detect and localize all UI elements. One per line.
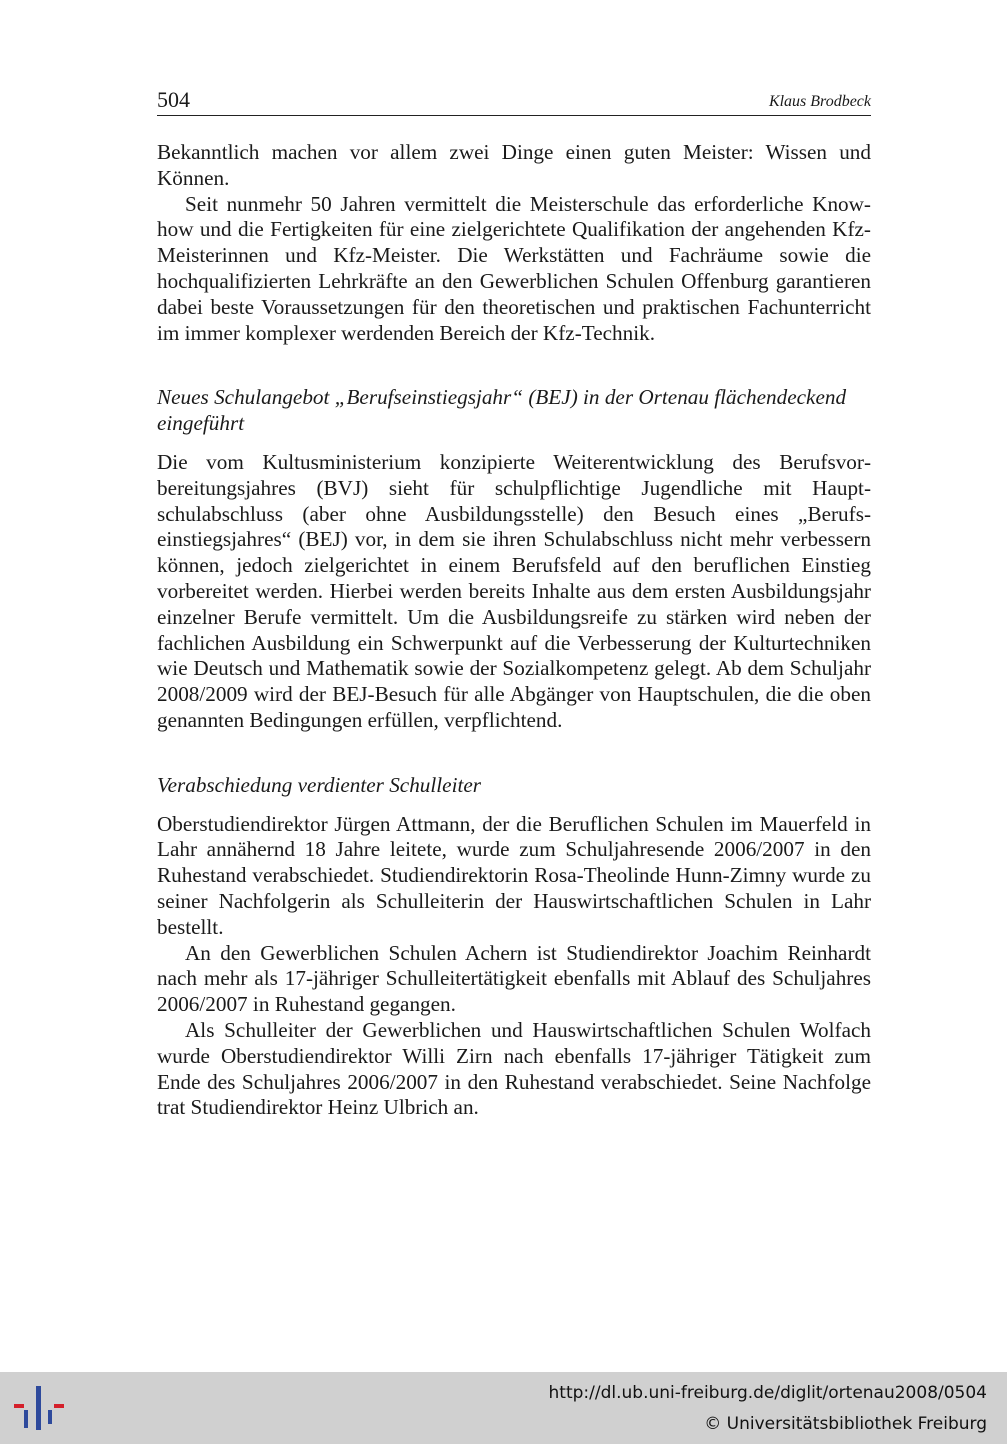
running-head-author: Klaus Brodbeck bbox=[768, 93, 871, 110]
page-number: 504 bbox=[157, 87, 190, 112]
section-heading-schulleiter: Verabschiedung verdienter Schulleiter bbox=[157, 772, 481, 797]
source-url-link[interactable]: http://dl.ub.uni-freiburg.de/diglit/ortenau2008/0504 bbox=[548, 1383, 987, 1403]
section-heading-bej: Neues Schulangebot „Berufseinstiegsjahr“ (BEJ) in der Ortenau flächendeckend eingeführt bbox=[157, 385, 847, 436]
page-header bbox=[157, 88, 871, 116]
page-content bbox=[157, 140, 871, 1121]
section-paragraph: Die vom Kultusministerium konzipierte Weiterentwicklung des Berufsvorbereitungsjahres (BVJ) sieht für schulpflichtige Jugendliche mit Hauptschulabschluss (aber ohne Ausbildungsstelle) den Besuch eines „Berufseinstiegsjahres“ (BEJ) vor, in dem sie ihren Schulabschluss nicht mehr verbessern können, jedoch zielgerichtet in einem Berufsfeld auf den beruflichen Einstieg vorbereitet werden. Hierbei werden bereits Inhalte aus dem ersten Ausbildungsjahr einzelner Berufe vermittelt. Um die Ausbildungsreife zu stärken wird neben der fachlichen Ausbildung ein Schwerpunkt auf die Verbesserung der Kulturtechniken wie Deutsch und Mathematik sowie der Sozialkompetenz gelegt. Ab dem Schuljahr 2008/2009 wird der BEJ-Besuch für alle Abgänger von Hauptschulen, die die oben genannten Bedingungen erfüllen, verpflichtend. bbox=[157, 449, 871, 732]
intro-paragraph: Bekanntlich machen vor allem zwei Dinge einen guten Meister: Wissen und Können. bbox=[157, 140, 871, 190]
section-paragraph: Als Schulleiter der Gewerblichen und Hauswirtschaftlichen Schulen Wolfach wurde Oberstudiendirektor Willi Zirn nach ebenfalls 17-jähriger Tätigkeit zum Ende des Schuljahres 2006/2007 in den Ruhestand verabschiedet. Seine Nachfolge trat Studiendirektor Heinz Ulbrich an. bbox=[157, 1017, 871, 1120]
ub-freiburg-logo-icon bbox=[14, 1382, 64, 1434]
section-paragraph: An den Gewerblichen Schulen Achern ist Studiendirektor Joachim Reinhardt nach mehr als 17-jähriger Schulleitertätigkeit ebenfalls mit Ablauf des Schuljahres 2006/2007 in Ruhestand gegangen. bbox=[157, 940, 871, 1017]
section-paragraph: Oberstudiendirektor Jürgen Attmann, der die Beruflichen Schulen im Mauerfeld in Lahr annähernd 18 Jahre leitete, wurde zum Schuljahresende 2006/2007 in den Ruhestand verabschiedet. Studiendirektorin Rosa-Theolinde Hunn-Zimny wurde zu seiner Nachfolgerin als Schulleiterin der Hauswirtschaftlichen Schulen in Lahr bestellt. bbox=[157, 811, 871, 939]
copyright-notice: © Universitätsbibliothek Freiburg bbox=[704, 1414, 987, 1434]
library-footer bbox=[0, 1372, 1007, 1444]
intro-paragraph: Seit nunmehr 50 Jahren vermittelt die Meisterschule das erforderliche Know-how und die Fertigkeiten für eine zielgerichtete Qualifikation der angehenden Kfz-Meisterinnen und Kfz-Meister. Die Werkstätten und Fachräume sowie die hochqualifizierten Lehrkräfte an den Gewerblichen Schulen Offenburg garantieren dabei beste Voraussetzungen für den theoretischen und praktischen Fachunterricht im immer komplexer werdenden Bereich der Kfz-Technik. bbox=[157, 191, 871, 345]
